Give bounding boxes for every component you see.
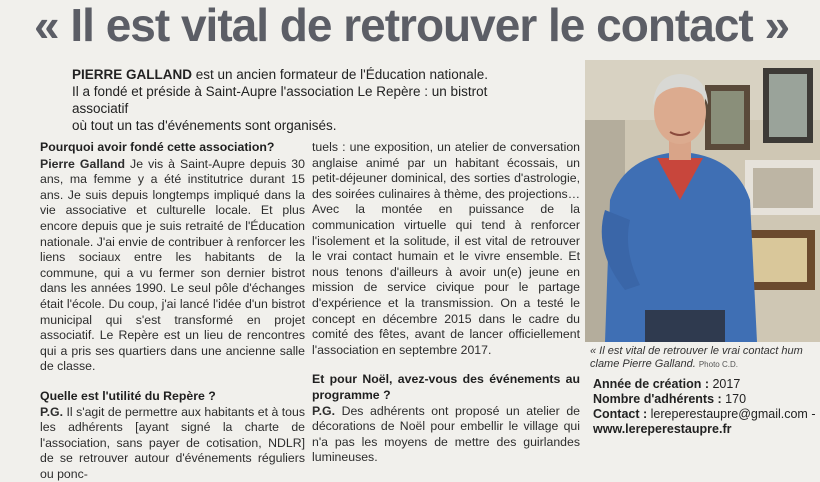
members-value: 170 <box>722 392 746 406</box>
lead-text-2: Il a fondé et préside à Saint-Aupre l'association Le Repère : un bistrot associatif <box>72 84 487 116</box>
answer-1 <box>40 157 305 375</box>
creation-label: Année de création : <box>593 377 709 391</box>
article-lead <box>72 66 512 134</box>
info-contact <box>593 407 820 422</box>
lead-author: PIERRE GALLAND <box>72 67 192 82</box>
question-2: Quelle est l'utilité du Repère ? <box>40 389 305 405</box>
answer-2-continued: tuels : une exposition, un atelier de conversation anglaise animé par un habitant écossais, un petit-déjeuner dominical, des sorties d'astrologie, des soirées culinaires à thème, des projections… Avec la montée en puissance de la communication virtuelle qui tend à renforcer l'isolement et la solitude, il est vital de retrouver le vrai contact humain et le vivre ensemble. Et nous tenons d'ailleurs à avoir un(e) jeune en mission de service civique pour le partage d'expérience et la transmission. On a testé le concept en décembre 2015 dans le cadre du comité des fêtes, avant de lancer officiellement l'association en septembre 2017. <box>312 140 580 358</box>
article-headline: « Il est vital de retrouver le contact » <box>0 0 820 50</box>
photo-caption <box>590 345 820 371</box>
info-creation <box>593 377 820 392</box>
website-link[interactable]: www.lereperestaupre.fr <box>593 422 731 436</box>
photo-credit: Photo C.D. <box>699 360 738 369</box>
article-column-2 <box>312 140 580 466</box>
caption-line-2: clame Pierre Galland. <box>590 358 696 370</box>
info-members <box>593 392 820 407</box>
answer-3-speaker: P.G. <box>312 404 335 418</box>
answer-3-text: Des adhérents ont proposé un atelier de décorations de Noël pour embellir le village qui n'a pas les moyens de mettre des guirlandes lumineuses. <box>312 404 580 465</box>
answer-1-text: Je vis à Saint-Aupre depuis 30 ans, ma femme y a été institutrice durant 15 ans. Je suis depuis longtemps impliqué dans la vie associative et culturelle locale. Et plus encore depuis que je suis retraité de l'Éducation nationale. J'ai envie de contribuer à renforcer les liens sociaux entre les habitants de la commune, qui a vu fermer son dernier bistrot dans les années 1990. Le seul pôle d'échanges était l'école. Du coup, j'ai lancé l'idée d'un bistrot municipal qui s'est transformé en projet associatif. Le Repère est un lieu de rencontres qui a pris ses quartiers dans une ancienne salle de classe. <box>40 157 305 374</box>
info-website[interactable] <box>593 422 820 437</box>
question-1: Pourquoi avoir fondé cette association? <box>40 140 305 156</box>
question-3: Et pour Noël, avez-vous des événements au programme ? <box>312 372 580 403</box>
lead-text-1: est un ancien formateur de l'Éducation nationale. <box>192 67 488 82</box>
answer-1-speaker: Pierre Galland <box>40 157 125 171</box>
contact-email[interactable]: lereperestaupre@gmail.com - <box>647 407 815 421</box>
answer-2-speaker: P.G. <box>40 405 63 419</box>
answer-3 <box>312 404 580 466</box>
answer-2 <box>40 405 305 482</box>
portrait-photo-illustration <box>585 60 820 342</box>
contact-label: Contact : <box>593 407 647 421</box>
portrait-photo <box>585 60 820 342</box>
members-label: Nombre d'adhérents : <box>593 392 722 406</box>
lead-text-3: où tout un tas d'événements sont organisés. <box>72 118 337 133</box>
creation-value: 2017 <box>709 377 740 391</box>
association-info-box <box>593 377 820 437</box>
article-column-1 <box>40 140 305 482</box>
caption-line-1: « Il est vital de retrouver le vrai contact hum <box>590 345 803 357</box>
answer-2-text: Il s'agit de permettre aux habitants et à tous les adhérents [ayant signé la charte de l'association, sans payer de cotisation, NDLR] de se retrouver autour d'événements réguliers ou ponc- <box>40 405 305 481</box>
